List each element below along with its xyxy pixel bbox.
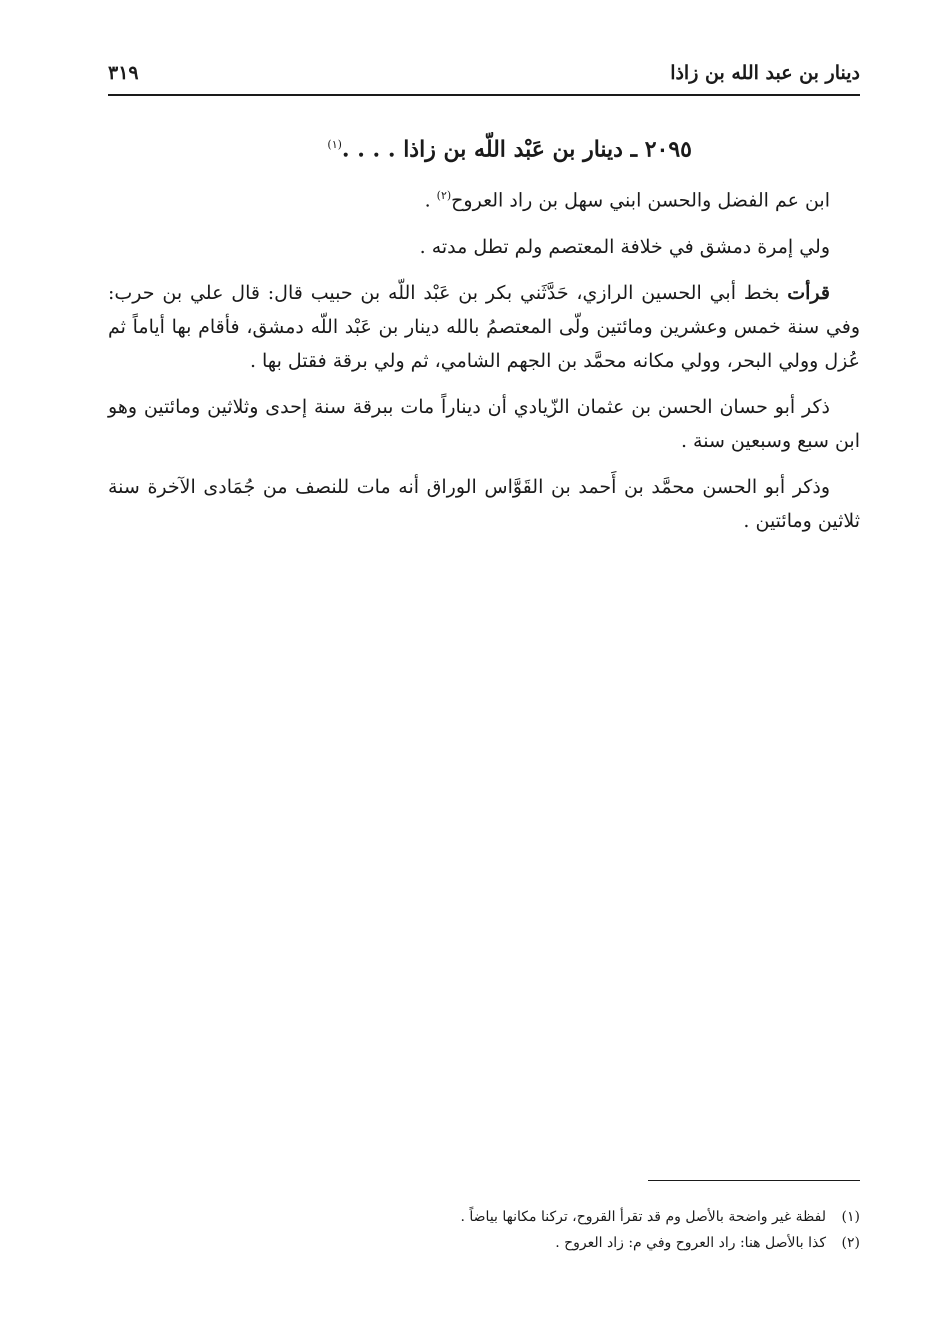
entry-title-text: ٢٠٩٥ ـ دينار بن عَبْد اللّه بن زاذا . . . .	[341, 136, 692, 163]
footnotes	[108, 1204, 860, 1256]
main-text	[108, 125, 860, 550]
paragraph-3-lead: قرأت	[787, 281, 830, 304]
footnote-divider	[648, 1180, 860, 1181]
footnote-2	[108, 1230, 860, 1256]
running-title: دينار بن عبد الله بن زاذا	[670, 62, 860, 84]
paragraph-4-text: ذكر أبو حسان الحسن بن عثمان الزّيادي أن ديناراً مات ببرقة سنة إحدى وثلاثين ومائتين وهو ابن سبع وسبعين سنة .	[108, 395, 860, 452]
paragraph-5	[108, 470, 860, 538]
footnote-1-number: (١)	[841, 1209, 860, 1225]
paragraph-1-footnote-ref: (٢)	[436, 189, 452, 203]
entry-title-footnote-ref: (١)	[327, 138, 342, 151]
paragraph-3	[108, 276, 860, 378]
footnote-1	[108, 1204, 860, 1230]
footnote-1-text: لفظة غير واضحة بالأصل وم قد تقرأ القروح، تركنا مكانها بياضاً .	[460, 1209, 826, 1225]
paragraph-5-text: وذكر أبو الحسن محمَّد بن أَحمد بن القَوَّاس الوراق أنه مات للنصف من جُمَادى الآخرة سنة ثلاثين ومائتين .	[108, 475, 860, 532]
paragraph-1-text: ابن عم الفضل والحسن ابني سهل بن راد العروح	[451, 189, 830, 212]
paragraph-2-text: ولي إمرة دمشق في خلافة المعتصم ولم تطل مدته .	[419, 235, 830, 258]
page-number: ٣١٩	[108, 62, 139, 84]
page-header	[108, 58, 860, 96]
footnote-2-number: (٢)	[841, 1235, 860, 1251]
paragraph-1	[108, 179, 860, 217]
paragraph-4	[108, 390, 860, 458]
paragraph-1-tail: .	[424, 189, 437, 212]
entry-title	[108, 125, 860, 169]
paragraph-3-text: بخط أبي الحسين الرازي، حَدَّثَني بكر بن عَبْد اللّه بن حبيب قال: قال علي بن حرب: وفي سنة خمس وعشرين ومائتين ولّى المعتصمُ بالله دينار بن عَبْد اللّه دمشق، فأقام بها أياماً ثم عُزل وولي البحر، وولي مكانه محمَّد بن الجهم الشامي، ثم ولي برقة فقتل بها .	[108, 281, 860, 372]
footnote-2-text: كذا بالأصل هنا: راد العروح وفي م: زاد العروح .	[555, 1235, 826, 1251]
paragraph-2	[108, 230, 860, 264]
